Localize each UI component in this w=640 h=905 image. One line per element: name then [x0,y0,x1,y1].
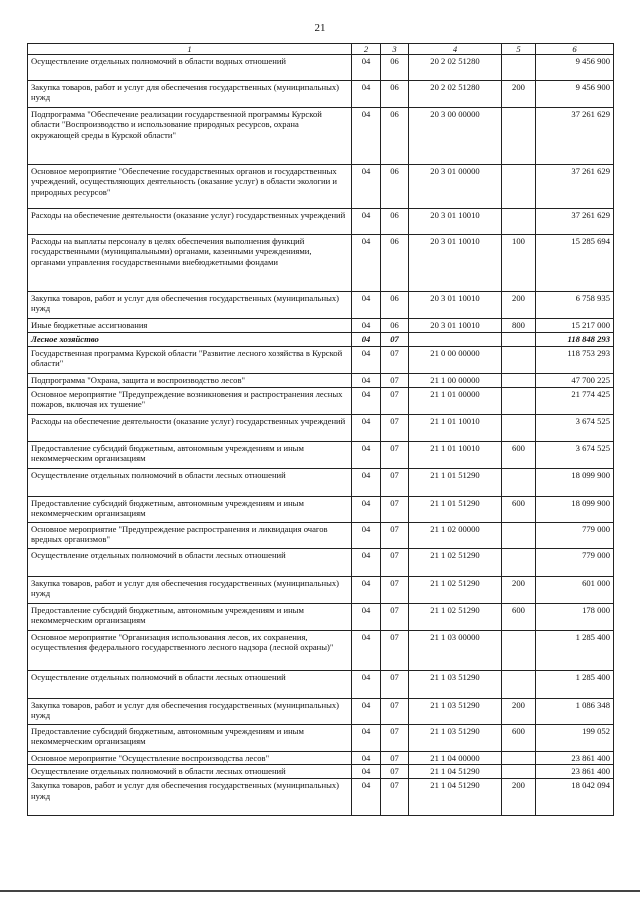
cell-name: Осуществление отдельных полномочий в области лесных отношений [28,765,352,779]
cell-sum: 18 099 900 [536,469,614,497]
cell-sum: 199 052 [536,725,614,752]
cell-subsection: 07 [381,699,409,725]
cell-subsection: 07 [381,415,409,442]
cell-subsection: 06 [381,209,409,235]
cell-expense-kind: 800 [502,319,536,333]
cell-subsection: 07 [381,497,409,523]
table-row [28,442,614,469]
cell-name: Основное мероприятие "Предупреждение возникновения и распространения лесных пожаров, включая их тушение" [28,388,352,415]
cell-section: 04 [352,292,381,319]
cell-name: Предоставление субсидий бюджетным, автономным учреждениям и иным некоммерческим организациям [28,604,352,631]
cell-target-code: 21 1 02 51290 [409,604,502,631]
cell-sum: 3 674 525 [536,415,614,442]
cell-expense-kind [502,523,536,549]
table-row [28,469,614,497]
cell-expense-kind: 600 [502,604,536,631]
cell-section: 04 [352,497,381,523]
header-col-name: 1 [28,44,352,55]
cell-expense-kind [502,415,536,442]
cell-subsection: 06 [381,165,409,209]
cell-expense-kind: 600 [502,725,536,752]
table-row [28,292,614,319]
cell-name: Закупка товаров, работ и услуг для обеспечения государственных (муниципальных) нужд [28,81,352,108]
cell-section: 04 [352,415,381,442]
cell-sum: 37 261 629 [536,108,614,165]
cell-name: Закупка товаров, работ и услуг для обеспечения государственных (муниципальных) нужд [28,779,352,816]
cell-name: Основное мероприятие "Организация использования лесов, их сохранения, осуществления федерального государственного лесного надзора (лесной охраны)" [28,631,352,671]
cell-section: 04 [352,765,381,779]
cell-section: 04 [352,388,381,415]
cell-subsection: 07 [381,523,409,549]
cell-sum: 1 285 400 [536,631,614,671]
cell-name: Предоставление субсидий бюджетным, автономным учреждениям и иным некоммерческим организациям [28,497,352,523]
cell-section: 04 [352,319,381,333]
cell-subsection: 07 [381,725,409,752]
cell-target-code: 21 1 01 00000 [409,388,502,415]
cell-section: 04 [352,604,381,631]
cell-name: Лесное хозяйство [28,333,352,347]
table-row [28,55,614,81]
header-col-section: 2 [352,44,381,55]
cell-section: 04 [352,779,381,816]
cell-name: Расходы на обеспечение деятельности (оказание услуг) государственных учреждений [28,209,352,235]
cell-sum: 18 042 094 [536,779,614,816]
cell-target-code: 20 3 01 10010 [409,319,502,333]
cell-subsection: 06 [381,108,409,165]
cell-sum: 1 285 400 [536,671,614,699]
cell-section: 04 [352,699,381,725]
table-row [28,81,614,108]
cell-sum: 6 758 935 [536,292,614,319]
cell-target-code: 20 3 01 00000 [409,165,502,209]
table-row [28,631,614,671]
header-col-target-code: 4 [409,44,502,55]
cell-section: 04 [352,577,381,604]
cell-sum: 178 000 [536,604,614,631]
cell-expense-kind: 200 [502,292,536,319]
header-col-expense-kind: 5 [502,44,536,55]
table-row [28,235,614,292]
cell-sum: 118 753 293 [536,347,614,374]
cell-expense-kind [502,209,536,235]
table-row [28,374,614,388]
cell-target-code: 20 3 01 10010 [409,209,502,235]
cell-sum: 15 217 000 [536,319,614,333]
cell-subsection: 07 [381,549,409,577]
cell-subsection: 06 [381,319,409,333]
cell-name: Подпрограмма "Обеспечение реализации государственной программы Курской области "Воспроизводство и использование природных ресурсов, охрана окружающей среды в Курской области" [28,108,352,165]
cell-target-code: 21 1 01 10010 [409,442,502,469]
cell-section: 04 [352,469,381,497]
cell-expense-kind [502,333,536,347]
cell-target-code: 21 1 01 51290 [409,497,502,523]
cell-subsection: 07 [381,577,409,604]
table-row [28,765,614,779]
cell-expense-kind [502,765,536,779]
table-row [28,671,614,699]
cell-expense-kind [502,549,536,577]
cell-sum: 9 456 900 [536,55,614,81]
table-row [28,549,614,577]
cell-target-code: 20 3 01 10010 [409,292,502,319]
table-body [28,55,614,816]
table-row [28,577,614,604]
cell-sum: 779 000 [536,523,614,549]
cell-target-code: 21 1 02 51290 [409,577,502,604]
cell-subsection: 07 [381,604,409,631]
cell-target-code: 21 1 03 00000 [409,631,502,671]
cell-name: Закупка товаров, работ и услуг для обеспечения государственных (муниципальных) нужд [28,577,352,604]
cell-sum: 15 285 694 [536,235,614,292]
table-row [28,523,614,549]
cell-section: 04 [352,165,381,209]
cell-target-code: 21 1 03 51290 [409,725,502,752]
cell-sum: 779 000 [536,549,614,577]
cell-target-code: 21 1 04 00000 [409,752,502,765]
cell-expense-kind: 200 [502,81,536,108]
cell-subsection: 07 [381,442,409,469]
header-col-sum: 6 [536,44,614,55]
cell-subsection: 07 [381,752,409,765]
table-row [28,333,614,347]
cell-expense-kind [502,374,536,388]
cell-name: Государственная программа Курской области "Развитие лесного хозяйства в Курской области" [28,347,352,374]
cell-target-code: 20 3 01 10010 [409,235,502,292]
cell-section: 04 [352,523,381,549]
table-row [28,779,614,816]
cell-subsection: 06 [381,235,409,292]
cell-subsection: 06 [381,292,409,319]
cell-name: Закупка товаров, работ и услуг для обеспечения государственных (муниципальных) нужд [28,699,352,725]
cell-sum: 23 861 400 [536,752,614,765]
cell-sum: 1 086 348 [536,699,614,725]
table-row [28,388,614,415]
cell-target-code: 21 1 03 51290 [409,699,502,725]
budget-table [27,43,614,816]
table-row [28,108,614,165]
cell-section: 04 [352,333,381,347]
cell-name: Осуществление отдельных полномочий в области лесных отношений [28,671,352,699]
cell-expense-kind: 100 [502,235,536,292]
cell-subsection: 07 [381,671,409,699]
cell-target-code: 21 0 00 00000 [409,347,502,374]
cell-subsection: 07 [381,779,409,816]
cell-section: 04 [352,235,381,292]
cell-name: Расходы на обеспечение деятельности (оказание услуг) государственных учреждений [28,415,352,442]
cell-target-code: 21 1 01 51290 [409,469,502,497]
cell-subsection: 07 [381,347,409,374]
table-header-row [28,44,614,55]
cell-name: Осуществление отдельных полномочий в области лесных отношений [28,469,352,497]
cell-section: 04 [352,347,381,374]
cell-target-code: 21 1 04 51290 [409,779,502,816]
cell-name: Расходы на выплаты персоналу в целях обеспечения выполнения функций государственными (муниципальными) органами, казенными учреждениями, органами управления государственными внебюджетными фондами [28,235,352,292]
cell-section: 04 [352,671,381,699]
cell-target-code: 21 1 00 00000 [409,374,502,388]
table-row [28,725,614,752]
cell-expense-kind [502,55,536,81]
cell-section: 04 [352,55,381,81]
cell-subsection: 06 [381,55,409,81]
cell-sum: 23 861 400 [536,765,614,779]
page-number: 21 [314,22,326,34]
cell-section: 04 [352,752,381,765]
cell-target-code: 21 1 04 51290 [409,765,502,779]
cell-name: Подпрограмма "Охрана, защита и воспроизводство лесов" [28,374,352,388]
cell-sum: 9 456 900 [536,81,614,108]
table-row [28,347,614,374]
cell-subsection: 07 [381,333,409,347]
cell-expense-kind: 200 [502,577,536,604]
cell-section: 04 [352,108,381,165]
cell-name: Осуществление отдельных полномочий в области водных отношений [28,55,352,81]
table-row [28,497,614,523]
cell-section: 04 [352,442,381,469]
cell-expense-kind [502,752,536,765]
table-row [28,165,614,209]
cell-name: Иные бюджетные ассигнования [28,319,352,333]
cell-expense-kind [502,469,536,497]
cell-name: Осуществление отдельных полномочий в области лесных отношений [28,549,352,577]
cell-expense-kind [502,347,536,374]
cell-expense-kind [502,108,536,165]
cell-expense-kind: 200 [502,699,536,725]
cell-expense-kind [502,388,536,415]
cell-name: Предоставление субсидий бюджетным, автономным учреждениям и иным некоммерческим организациям [28,725,352,752]
cell-target-code: 21 1 02 51290 [409,549,502,577]
cell-sum: 18 099 900 [536,497,614,523]
cell-section: 04 [352,81,381,108]
cell-expense-kind [502,631,536,671]
cell-sum: 118 848 293 [536,333,614,347]
cell-name: Закупка товаров, работ и услуг для обеспечения государственных (муниципальных) нужд [28,292,352,319]
cell-name: Основное мероприятие "Предупреждение распространения и ликвидация очагов вредных организмов" [28,523,352,549]
table-row [28,699,614,725]
cell-section: 04 [352,549,381,577]
table-row [28,209,614,235]
cell-expense-kind [502,165,536,209]
cell-expense-kind: 200 [502,779,536,816]
cell-section: 04 [352,209,381,235]
cell-target-code: 21 1 02 00000 [409,523,502,549]
cell-name: Основное мероприятие "Обеспечение государственных органов и государственных учреждений, осуществляющих деятельность (оказание услуг) в области экологии и природных ресурсов" [28,165,352,209]
cell-subsection: 07 [381,765,409,779]
cell-expense-kind [502,671,536,699]
table-row [28,752,614,765]
cell-sum: 37 261 629 [536,165,614,209]
cell-sum: 3 674 525 [536,442,614,469]
cell-section: 04 [352,374,381,388]
cell-expense-kind: 600 [502,497,536,523]
cell-target-code [409,333,502,347]
scan-edge-line [0,890,640,892]
header-col-subsection: 3 [381,44,409,55]
cell-target-code: 21 1 01 10010 [409,415,502,442]
cell-subsection: 07 [381,388,409,415]
cell-section: 04 [352,631,381,671]
cell-subsection: 06 [381,81,409,108]
cell-target-code: 20 2 02 51280 [409,81,502,108]
cell-sum: 47 700 225 [536,374,614,388]
table-row [28,319,614,333]
cell-expense-kind: 600 [502,442,536,469]
cell-sum: 37 261 629 [536,209,614,235]
cell-subsection: 07 [381,631,409,671]
cell-name: Предоставление субсидий бюджетным, автономным учреждениям и иным некоммерческим организациям [28,442,352,469]
cell-subsection: 07 [381,374,409,388]
cell-section: 04 [352,725,381,752]
cell-sum: 601 000 [536,577,614,604]
table-row [28,604,614,631]
cell-target-code: 21 1 03 51290 [409,671,502,699]
cell-sum: 21 774 425 [536,388,614,415]
cell-name: Основное мероприятие "Осуществление воспроизводства лесов" [28,752,352,765]
cell-subsection: 07 [381,469,409,497]
table-row [28,415,614,442]
cell-target-code: 20 2 02 51280 [409,55,502,81]
cell-target-code: 20 3 00 00000 [409,108,502,165]
